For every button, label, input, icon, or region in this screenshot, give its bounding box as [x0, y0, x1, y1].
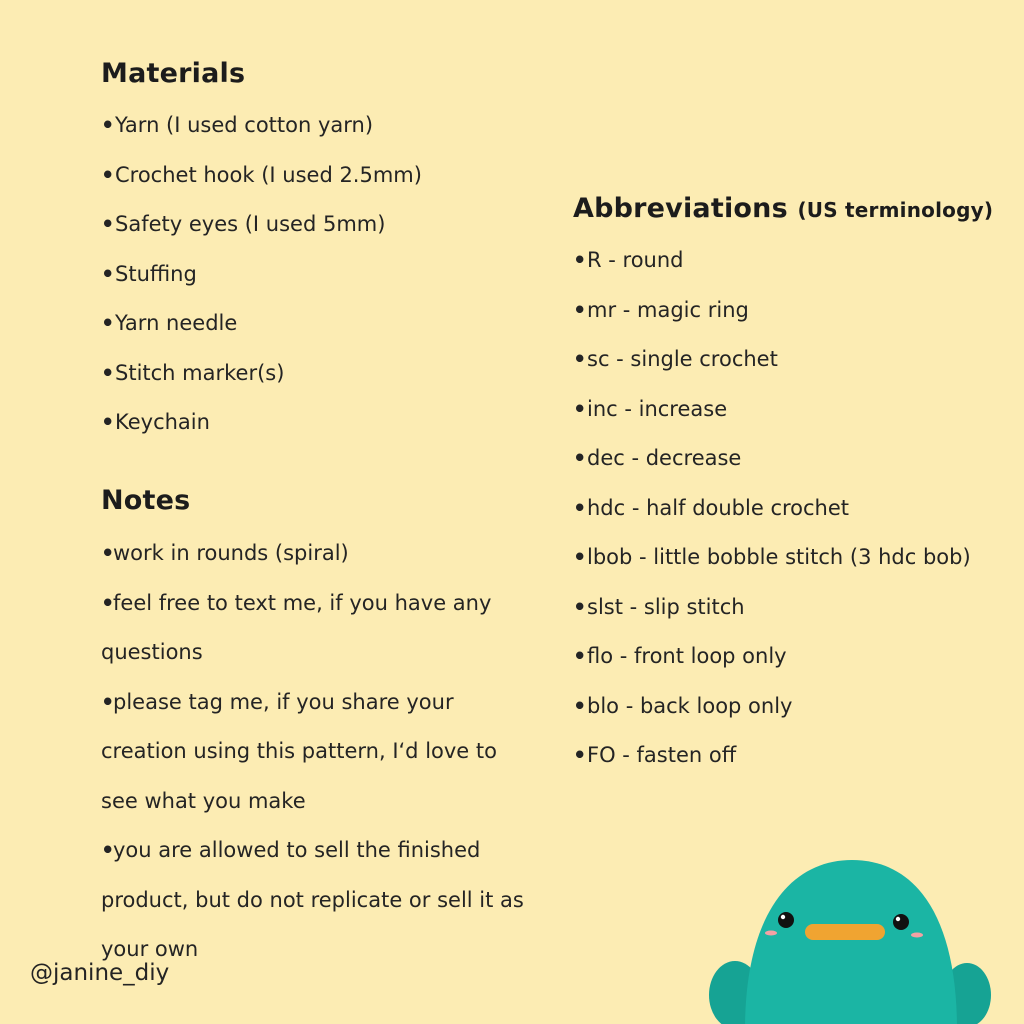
materials-item: •Stuffing	[101, 259, 422, 309]
bullet-icon: •	[101, 838, 115, 862]
bullet-icon: •	[101, 261, 115, 286]
author-handle: @janine_diy	[30, 960, 170, 986]
abbreviation-item: •dec - decrease	[573, 443, 971, 493]
mascot-eye-highlight	[781, 915, 785, 919]
mascot-body	[745, 860, 957, 1024]
bullet-icon: •	[573, 297, 587, 322]
materials-item: •Yarn (I used cotton yarn)	[101, 110, 422, 160]
bullet-icon: •	[573, 644, 587, 668]
bullet-icon: •	[573, 495, 587, 520]
notes-item: •feel free to text me, if you have any questions	[101, 579, 531, 678]
abbreviations-heading	[573, 195, 993, 222]
mascot-right-eye	[893, 914, 909, 930]
materials-list	[101, 110, 422, 457]
bullet-icon: •	[573, 248, 587, 272]
materials-item: •Keychain	[101, 407, 422, 457]
bullet-icon: •	[101, 113, 115, 137]
materials-item: •Stitch marker(s)	[101, 358, 422, 408]
abbreviation-item: •sc - single crochet	[573, 344, 971, 394]
notes-item: •you are allowed to sell the finished product, but do not replicate or sell it as your own	[101, 826, 531, 975]
bullet-icon: •	[573, 446, 587, 470]
bullet-icon: •	[101, 212, 115, 236]
mascot-eye-highlight	[896, 917, 900, 921]
bullet-icon: •	[101, 311, 115, 335]
bullet-icon: •	[573, 693, 587, 718]
bullet-icon: •	[573, 743, 587, 767]
notes-item: •work in rounds (spiral)	[101, 529, 531, 579]
bullet-icon: •	[573, 594, 587, 619]
bullet-icon: •	[101, 541, 115, 565]
abbreviation-item: •inc - increase	[573, 394, 971, 444]
abbreviation-item: •slst - slip stitch	[573, 592, 971, 642]
mascot-left-cheek	[765, 931, 777, 936]
abbreviation-item: •R - round	[573, 245, 971, 295]
abbreviation-item: •flo - front loop only	[573, 641, 971, 691]
bullet-icon: •	[101, 590, 115, 615]
abbreviation-item: •blo - back loop only	[573, 691, 971, 741]
bullet-icon: •	[101, 410, 115, 434]
materials-item: •Crochet hook (I used 2.5mm)	[101, 160, 422, 210]
abbreviations-title: Abbreviations	[573, 193, 788, 224]
abbreviation-item: •hdc - half double crochet	[573, 493, 971, 543]
mascot-left-eye	[778, 912, 794, 928]
teal-bird-mascot-icon	[705, 855, 995, 1024]
notes-item: •please tag me, if you share your creation using this pattern, I‘d love to see what you make	[101, 678, 531, 827]
materials-heading: Materials	[101, 58, 246, 89]
bullet-icon: •	[101, 162, 115, 187]
abbreviation-item: •FO - fasten off	[573, 740, 971, 790]
bullet-icon: •	[101, 360, 115, 385]
materials-item: •Safety eyes (I used 5mm)	[101, 209, 422, 259]
mascot-right-cheek	[911, 933, 923, 938]
bullet-icon: •	[101, 689, 115, 714]
notes-list	[101, 529, 531, 975]
abbreviation-item: •mr - magic ring	[573, 295, 971, 345]
bullet-icon: •	[573, 396, 587, 421]
bullet-icon: •	[573, 545, 587, 569]
notes-heading: Notes	[101, 485, 191, 516]
abbreviations-list	[573, 245, 971, 790]
mascot-beak	[805, 924, 885, 940]
materials-item: •Yarn needle	[101, 308, 422, 358]
abbreviation-item: •lbob - little bobble stitch (3 hdc bob)	[573, 542, 971, 592]
abbreviations-title-suffix: (US terminology)	[797, 198, 994, 222]
bullet-icon: •	[573, 347, 587, 371]
